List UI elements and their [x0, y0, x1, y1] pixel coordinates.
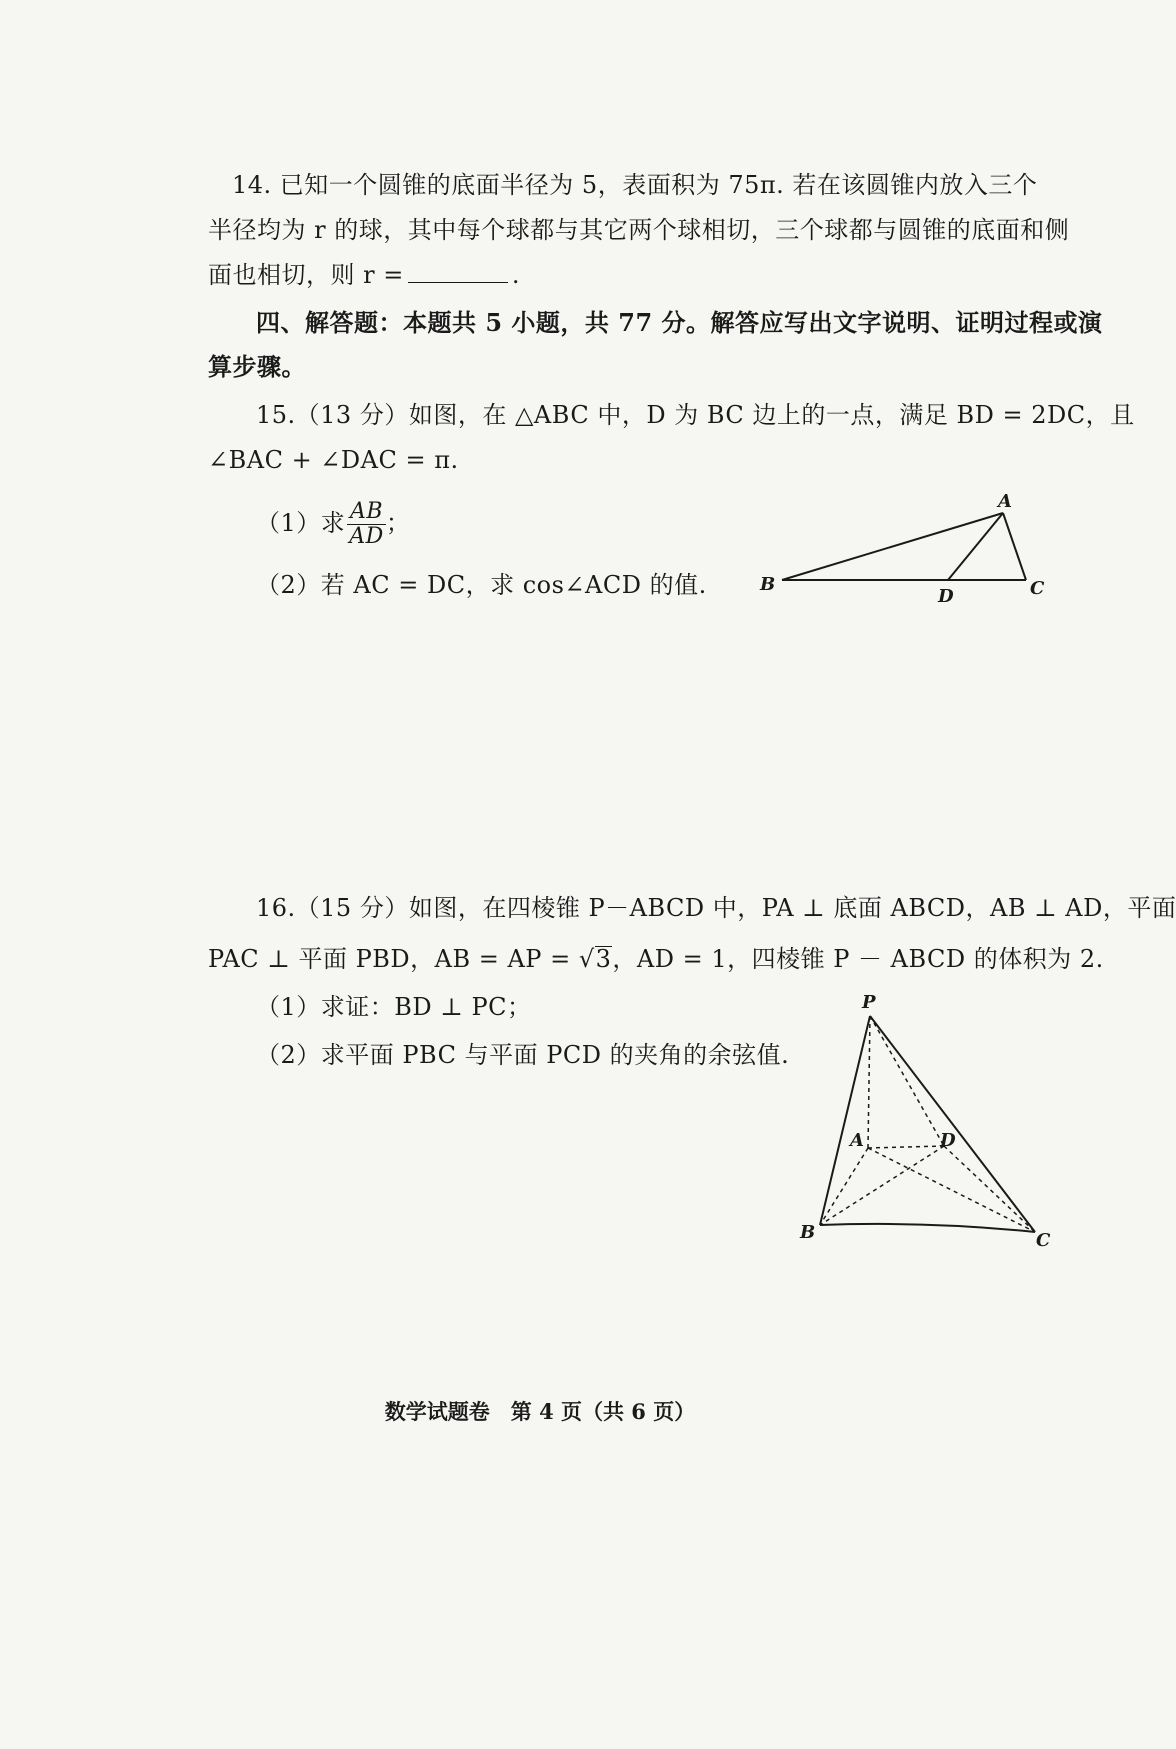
edge-dc: [944, 1146, 1035, 1232]
ratio-fraction: [347, 500, 386, 549]
q14-line-1: 14. 已知一个圆锥的底面半径为 5，表面积为 75π. 若在该圆锥内放入三个: [232, 171, 1038, 199]
edge-pb: [820, 1016, 870, 1225]
edge-pd: [870, 1016, 944, 1146]
q14-line-3: [208, 260, 520, 290]
sqrt-radicand: 3: [595, 945, 612, 973]
edge-pc: [870, 1016, 1035, 1232]
fraction-numerator: AB: [347, 500, 386, 525]
q15-line-1: 15.（13 分）如图，在 △ABC 中，D 为 BC 边上的一点，满足 BD = 2DC，且: [256, 401, 1135, 429]
vertex-label-d: D: [938, 586, 954, 607]
q14-line-3-text: 面也相切，则 r =: [208, 261, 404, 289]
section-4-heading-line-1: 四、解答题：本题共 5 小题，共 77 分。解答应写出文字说明、证明过程或演: [256, 308, 1103, 337]
segment-ba: [782, 513, 1003, 580]
fraction-denominator: AD: [349, 524, 384, 549]
edge-pa: [868, 1016, 870, 1148]
vertex-label-p: P: [862, 992, 876, 1013]
page-footer: 数学试题卷 第 4 页（共 6 页）: [384, 1399, 696, 1424]
section-4-heading-line-2: 算步骤。: [208, 352, 306, 381]
edge-ab: [820, 1148, 868, 1225]
q16-line-2-b: ，AD = 1，四棱锥 P － ABCD 的体积为 2.: [612, 945, 1104, 973]
vertex-label-a: A: [850, 1130, 864, 1151]
q15-part-1-suffix: ；: [385, 509, 411, 537]
edge-bc: [820, 1224, 1035, 1232]
vertex-label-b: B: [800, 1222, 816, 1243]
segment-ac: [1003, 513, 1026, 580]
q15-line-2: ∠BAC + ∠DAC = π.: [208, 446, 459, 474]
q16-line-2: PAC ⊥ 平面 PBD，AB = AP = √3，AD = 1，四棱锥 P － ABCD 的体积为 2.: [208, 945, 1104, 973]
vertex-label-a: A: [998, 491, 1012, 512]
diagonal-ac: [868, 1148, 1035, 1232]
vertex-label-c: C: [1036, 1230, 1051, 1251]
q16-line-1: 16.（15 分）如图，在四棱锥 P－ABCD 中，PA ⊥ 底面 ABCD，AB ⊥ AD，平面: [256, 894, 1176, 922]
segment-ad: [948, 513, 1003, 580]
q15-part-2: （2）若 AC = DC，求 cos∠ACD 的值.: [256, 571, 707, 599]
q15-part-1: [256, 500, 410, 549]
q14-line-2: 半径均为 r 的球，其中每个球都与其它两个球相切，三个球都与圆锥的底面和侧: [208, 216, 1070, 244]
vertex-label-d: D: [940, 1130, 956, 1151]
answer-blank: [408, 262, 508, 283]
vertex-label-b: B: [760, 574, 776, 595]
diagonal-bd: [820, 1146, 944, 1225]
q16-part-1: （1）求证：BD ⊥ PC；: [256, 993, 532, 1021]
edge-ad: [868, 1146, 944, 1148]
q16-line-2-a: PAC ⊥ 平面 PBD，AB = AP =: [208, 945, 579, 973]
vertex-label-c: C: [1030, 578, 1045, 599]
q14-line-3-end: .: [511, 261, 520, 289]
q16-part-2: （2）求平面 PBC 与平面 PCD 的夹角的余弦值.: [256, 1041, 790, 1069]
q15-part-1-prefix: （1）求: [256, 509, 346, 537]
